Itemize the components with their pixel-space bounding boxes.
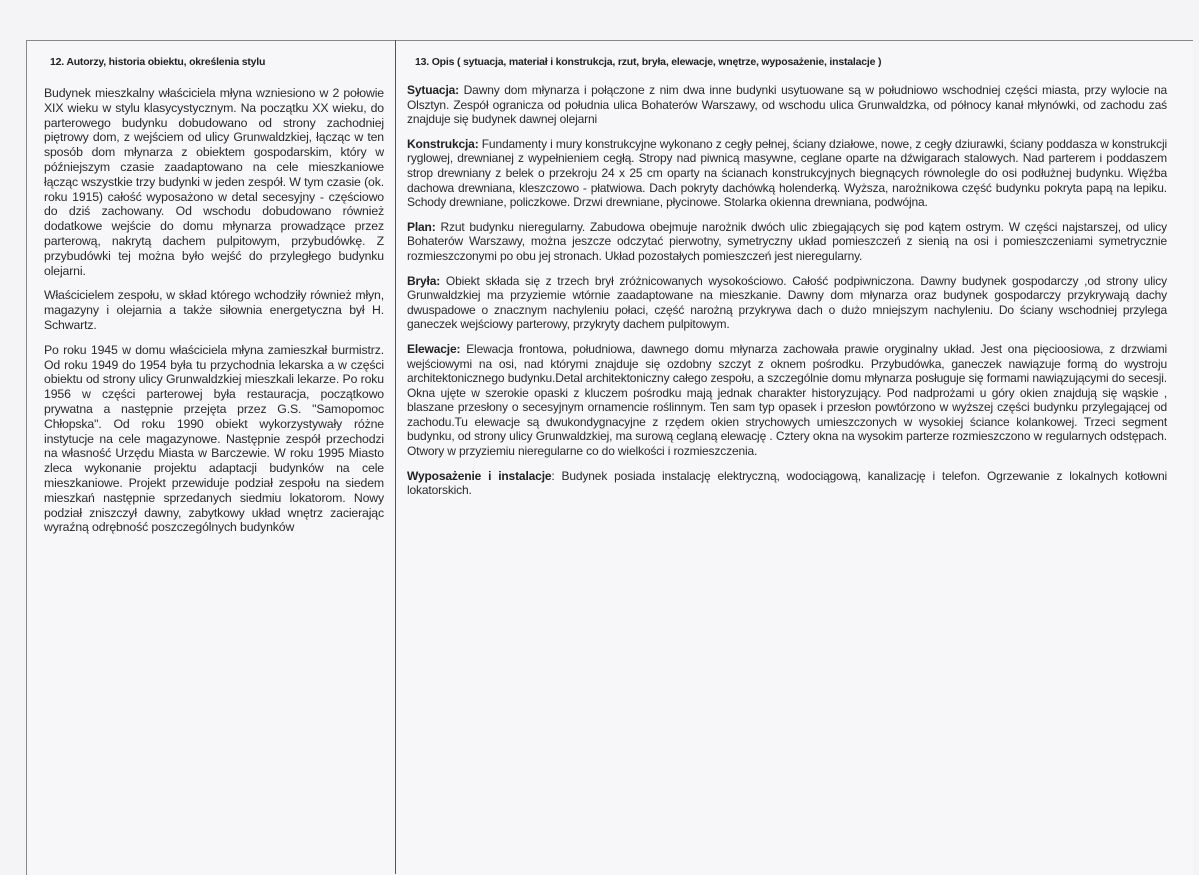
column-divider (395, 40, 396, 874)
description-massing (407, 274, 1167, 332)
equipment-text: : Budynek posiada instalację elektryczną, wodociągową, kanalizację i telefon. Ogrzewanie z lokalnych kotłowni lokatorskich. (407, 468, 1168, 498)
history-paragraph-2: Właścicielem zespołu, w skład którego wchodziły również młyn, magazyny i olejarnia a także siłownia energetyczna był H. Schwartz. (44, 288, 384, 332)
massing-text: Obiekt składa się z trzech brył zróżnicowanych wysokościowo. Całość podpiwniczona. Dawny budynek gospodarczy ,od strony ulicy Grunwaldzkiej ma przyziemie wtórnie zaadaptowane na mieszkanie. Dawny dom młynarza oraz budynek gospodarczy przykrywają dachy dwuspadowe o znacznym nachyleniu połaci, część narożną przykrywa dach o dużo mniejszym nachyleniu. Do ściany wschodniej przylega ganeczek wejściowy parterowy, przykryty dachem pulpitowym. (407, 273, 1167, 332)
construction-text: Fundamenty i mury konstrukcyjne wykonano z cegły pełnej, ściany działowe, nowe, z cegły dziurawki, ściany poddasza w konstrukcji ryglowej, drewnianej z wypełnieniem cegłą. Stropy nad piwnicą masywne, ceglane oparte na dźwigarach stalowych. Nad parterem i poddaszem strop drewniany z belek o przekroju 24 x 25 cm oparty na ścianach konstrukcyjnych biegnących równolegle do osi podłużnej budynku. Więźba dachowa drewniana, kleszczowo - płatwiowa. Dach pokryty dachówką holenderką. Wyższa, narożnikowa część budynku pokryta papą na lepiku. Schody drewniane, policzkowe. Drzwi drewniane, płycinowe. Stolarka okienna drewniana, podwójna. (407, 136, 1167, 210)
elevations-label: Elewacje: (407, 341, 461, 356)
situation-label: Sytuacja: (407, 83, 460, 97)
plan-text: Rzut budynku nieregularny. Zabudowa obejmuje narożnik dwóch ulic zbiegających się pod kątem ostrym. W części najstarszej, od ulicy Bohaterów Warszawy, można jeszcze odczytać pierwotny, symetryczny układ pomieszczeń z sienią na osi i pomieszczeniami symetrycznie rozmieszczonymi po obu jej stronach. Układ pozostałych pomieszczeń jest nieregularny. (407, 219, 1167, 263)
description-elevations (407, 342, 1167, 459)
section-13-heading: 13. Opis ( sytuacja, materiał i konstrukcja, rzut, bryła, elewacje, wnętrze, wyposażenie, instalacje ) (415, 56, 882, 68)
massing-label: Bryła: (407, 273, 441, 288)
right-column (407, 56, 1167, 508)
situation-text: Dawny dom młynarza i połączone z nim dwa inne budynki usytuowane są w południowo wschodniej części miasta, przy wylocie na Olsztyn. Zespół ogranicza od południa ulica Bohaterów Warszawy, od wschodu ulica Grunwaldzka, od północy kanał młynówki, od zachodu zaś znajduje się budynek dawnej olejarni (407, 83, 1167, 127)
construction-label: Konstrukcja: (407, 136, 479, 151)
description-plan (407, 220, 1167, 264)
description-equipment (407, 469, 1167, 498)
section-12-heading: 12. Autorzy, historia obiektu, określenia stylu (50, 56, 266, 68)
elevations-text: Elewacja frontowa, południowa, dawnego domu młynarza zachowała prawie oryginalny układ. Jest ona pięcioosiowa, z drzwiami wejściowymi na osi, nad którymi znajduje się ozdobny szczyt z oknem pośrodku. Przybudówka, ganeczek nawiązuje formą do wystroju architektonicznego budynku.Detal architektoniczny całego zespołu, a szczególnie domu młynarza posługuje się formami nawiązującymi do secesji. Okna ujęte w szerokie opaski z kluczem pośrodku mają jednak charakter historyzujący. Pod nadprożami u góry okien znajdują się wąskie , blaszane przesłony o secesyjnym ornamencie roślinnym. Ten sam typ opasek i przesłon powtórzono w wyższej części budynku przylegającej od zachodu.Tu elewacje są dwukondygnacyjne z rzędem okien strychowych umieszczonych w wysokiej ściance kolankowej. Trzeci segment budynku, od strony ulicy Grunwaldzkiej, ma surową ceglaną elewację . Cztery okna na wysokim parterze rozmieszczono w regularnych odstępach. Otwory w przyziemiu nieregularne co do wielkości i rozmieszczenia. (407, 341, 1167, 459)
left-column (44, 56, 384, 545)
equipment-label: Wyposażenie i instalacje (407, 468, 552, 483)
description-construction (407, 137, 1167, 210)
history-paragraph-3: Po roku 1945 w domu właściciela młyna zamieszkał burmistrz. Od roku 1949 do 1954 była tu przychodnia lekarska a w części obiektu od strony ulicy Grunwaldzkiej mieszkali lekarze. Po roku 1956 w części parterowej była restauracja, początkowo prywatna a następnie przejęta przez G.S. "Samopomoc Chłopska". Od roku 1990 obiekt wykorzystywały różne instytucje na cele magazynowe. Następnie zespół przechodzi na własność Urzędu Miasta w Barczewie. W roku 1995 Miasto zleca wykonanie projektu adaptacji budynków na cele mieszkaniowe. Projekt przewiduje podział zespołu na siedem mieszkań następnie sprzedanych siedmiu lokatorom. Nowy podział zniszczył dawny, zabytkowy układ wnętrz zacierając wyraźną odrębność poszczególnych budynków (44, 342, 384, 535)
description-situation (407, 83, 1167, 127)
plan-label: Plan: (407, 219, 436, 234)
history-paragraph-1: Budynek mieszkalny właściciela młyna wzniesiono w 2 połowie XIX wieku w stylu klasycystycznym. Na początku XX wieku, do parterowego budynku dobudowano od strony zachodniej piętrowy dom, z wejściem od ulicy Grunwaldzkiej, łącząc w ten sposób dom młynarza z obiektem gospodarskim, który w późniejszym czasie zaadaptowano na cele mieszkaniowe łącząc wszystkie trzy budynki w jeden zespół. W tym czasie (ok. roku 1915) całość wyposażono w detal secesyjny - częściowo do dziś zachowany. Od wschodu dobudowano również dodatkowe wejście do domu młynarza prowadzące przez parterową, nakrytą dachem pulpitowym, przybudówkę. Z przybudówki tej można było wejść do przyległego budynku olejarni. (44, 86, 384, 278)
